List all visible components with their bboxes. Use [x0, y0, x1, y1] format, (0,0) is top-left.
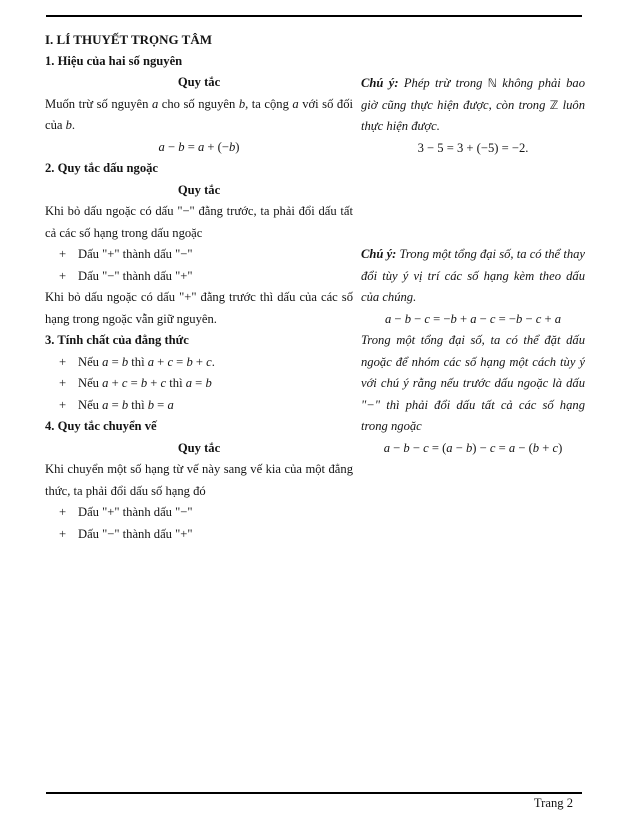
bullet-marker: + [59, 247, 67, 261]
bullet-marker: + [59, 268, 67, 283]
section-4-paragraph: Khi chuyển một số hạng từ vế này sang vế kia của một đẳng thức, ta phải đổi dấu số hạng đó [45, 462, 353, 498]
section-3-heading: 3. Tính chất của đẳng thức [45, 333, 189, 347]
note-2-formula-2: a − b − c = (a − b) − c = a − (b + c) [383, 440, 563, 455]
bullet-item [45, 266, 353, 288]
note-block-2 [361, 244, 585, 459]
rule-subheading: Quy tắc [177, 75, 221, 89]
note-text: Trong một tổng đại số, ta có thể thay đổi tùy ý vị trí các số hạng kèm theo dấu của chúng. [361, 247, 585, 304]
section-1-paragraph: Muốn trừ số nguyên a cho số nguyên b, ta cộng a với số đối của b. [45, 96, 353, 132]
bullet-text: Dấu "+" thành dấu "−" [78, 247, 193, 261]
bullet-item [45, 244, 353, 266]
bullet-text: Nếu a = b thì b = a [78, 397, 174, 412]
bullet-marker: + [59, 397, 67, 412]
section-2-paragraph-2: Khi bỏ dấu ngoặc có dấu "+" đằng trước thì dấu của các số hạng trong ngoặc vẫn giữ nguyên. [45, 290, 353, 326]
note-block-1 [361, 73, 585, 159]
bullet-marker: + [59, 354, 67, 369]
note-label: Chú ý: [361, 247, 397, 261]
bullet-marker: + [59, 526, 67, 541]
rule-subheading: Quy tắc [177, 440, 221, 455]
left-column [45, 29, 353, 545]
bullet-item [45, 502, 353, 524]
page-number: Trang 2 [533, 796, 573, 810]
note-label: Chú ý: [361, 76, 399, 90]
note-1-formula: 3 − 5 = 3 + (−5) = −2. [417, 140, 529, 155]
rule-subheading: Quy tắc [177, 182, 221, 197]
bullet-item [45, 524, 353, 546]
section-1-heading: 1. Hiệu của hai số nguyên [45, 53, 183, 68]
bullet-text: Dấu "−" thành dấu "+" [78, 526, 193, 541]
bullet-item [45, 352, 353, 374]
section-4-heading: 4. Quy tắc chuyển vế [45, 419, 157, 433]
bullet-text: Dấu "+" thành dấu "−" [78, 505, 193, 519]
section-1-formula: a − b = a + (−b) [158, 139, 240, 154]
note-paragraph [361, 73, 585, 138]
section-2-heading: 2. Quy tắc dấu ngoặc [45, 161, 159, 175]
header-rule [46, 15, 582, 17]
bullet-text: Dấu "−" thành dấu "+" [78, 268, 193, 283]
page-title: I. LÍ THUYẾT TRỌNG TÂM [45, 32, 213, 47]
bullet-item [45, 373, 353, 395]
bullet-text: Nếu a = b thì a + c = b + c. [78, 354, 215, 369]
bullet-text: Nếu a + c = b + c thì a = b [78, 376, 212, 390]
note-text: Phép trừ trong ℕ không phải bao giờ cũng thực hiện được, còn trong ℤ luôn thực hiện được. [361, 76, 585, 133]
section-2-paragraph-1: Khi bỏ dấu ngoặc có dấu "−" đằng trước, ta phải đổi dấu tất cả các số hạng trong dấu ngoặc [45, 204, 353, 240]
bullet-marker: + [59, 505, 67, 519]
note-2-formula-1: a − b − c = −b + a − c = −b − c + a [384, 311, 562, 326]
bullet-marker: + [59, 376, 67, 390]
note-paragraph-2: Trong một tổng đại số, ta có thể đặt dấu ngoặc để nhóm các số hạng một cách tùy ý với chú ý rằng nếu trước dấu ngoặc là dấu "−" thì phải đổi dấu tất cả các số hạng trong ngoặc [361, 333, 585, 433]
bullet-item [45, 395, 353, 417]
note-paragraph [361, 244, 585, 309]
